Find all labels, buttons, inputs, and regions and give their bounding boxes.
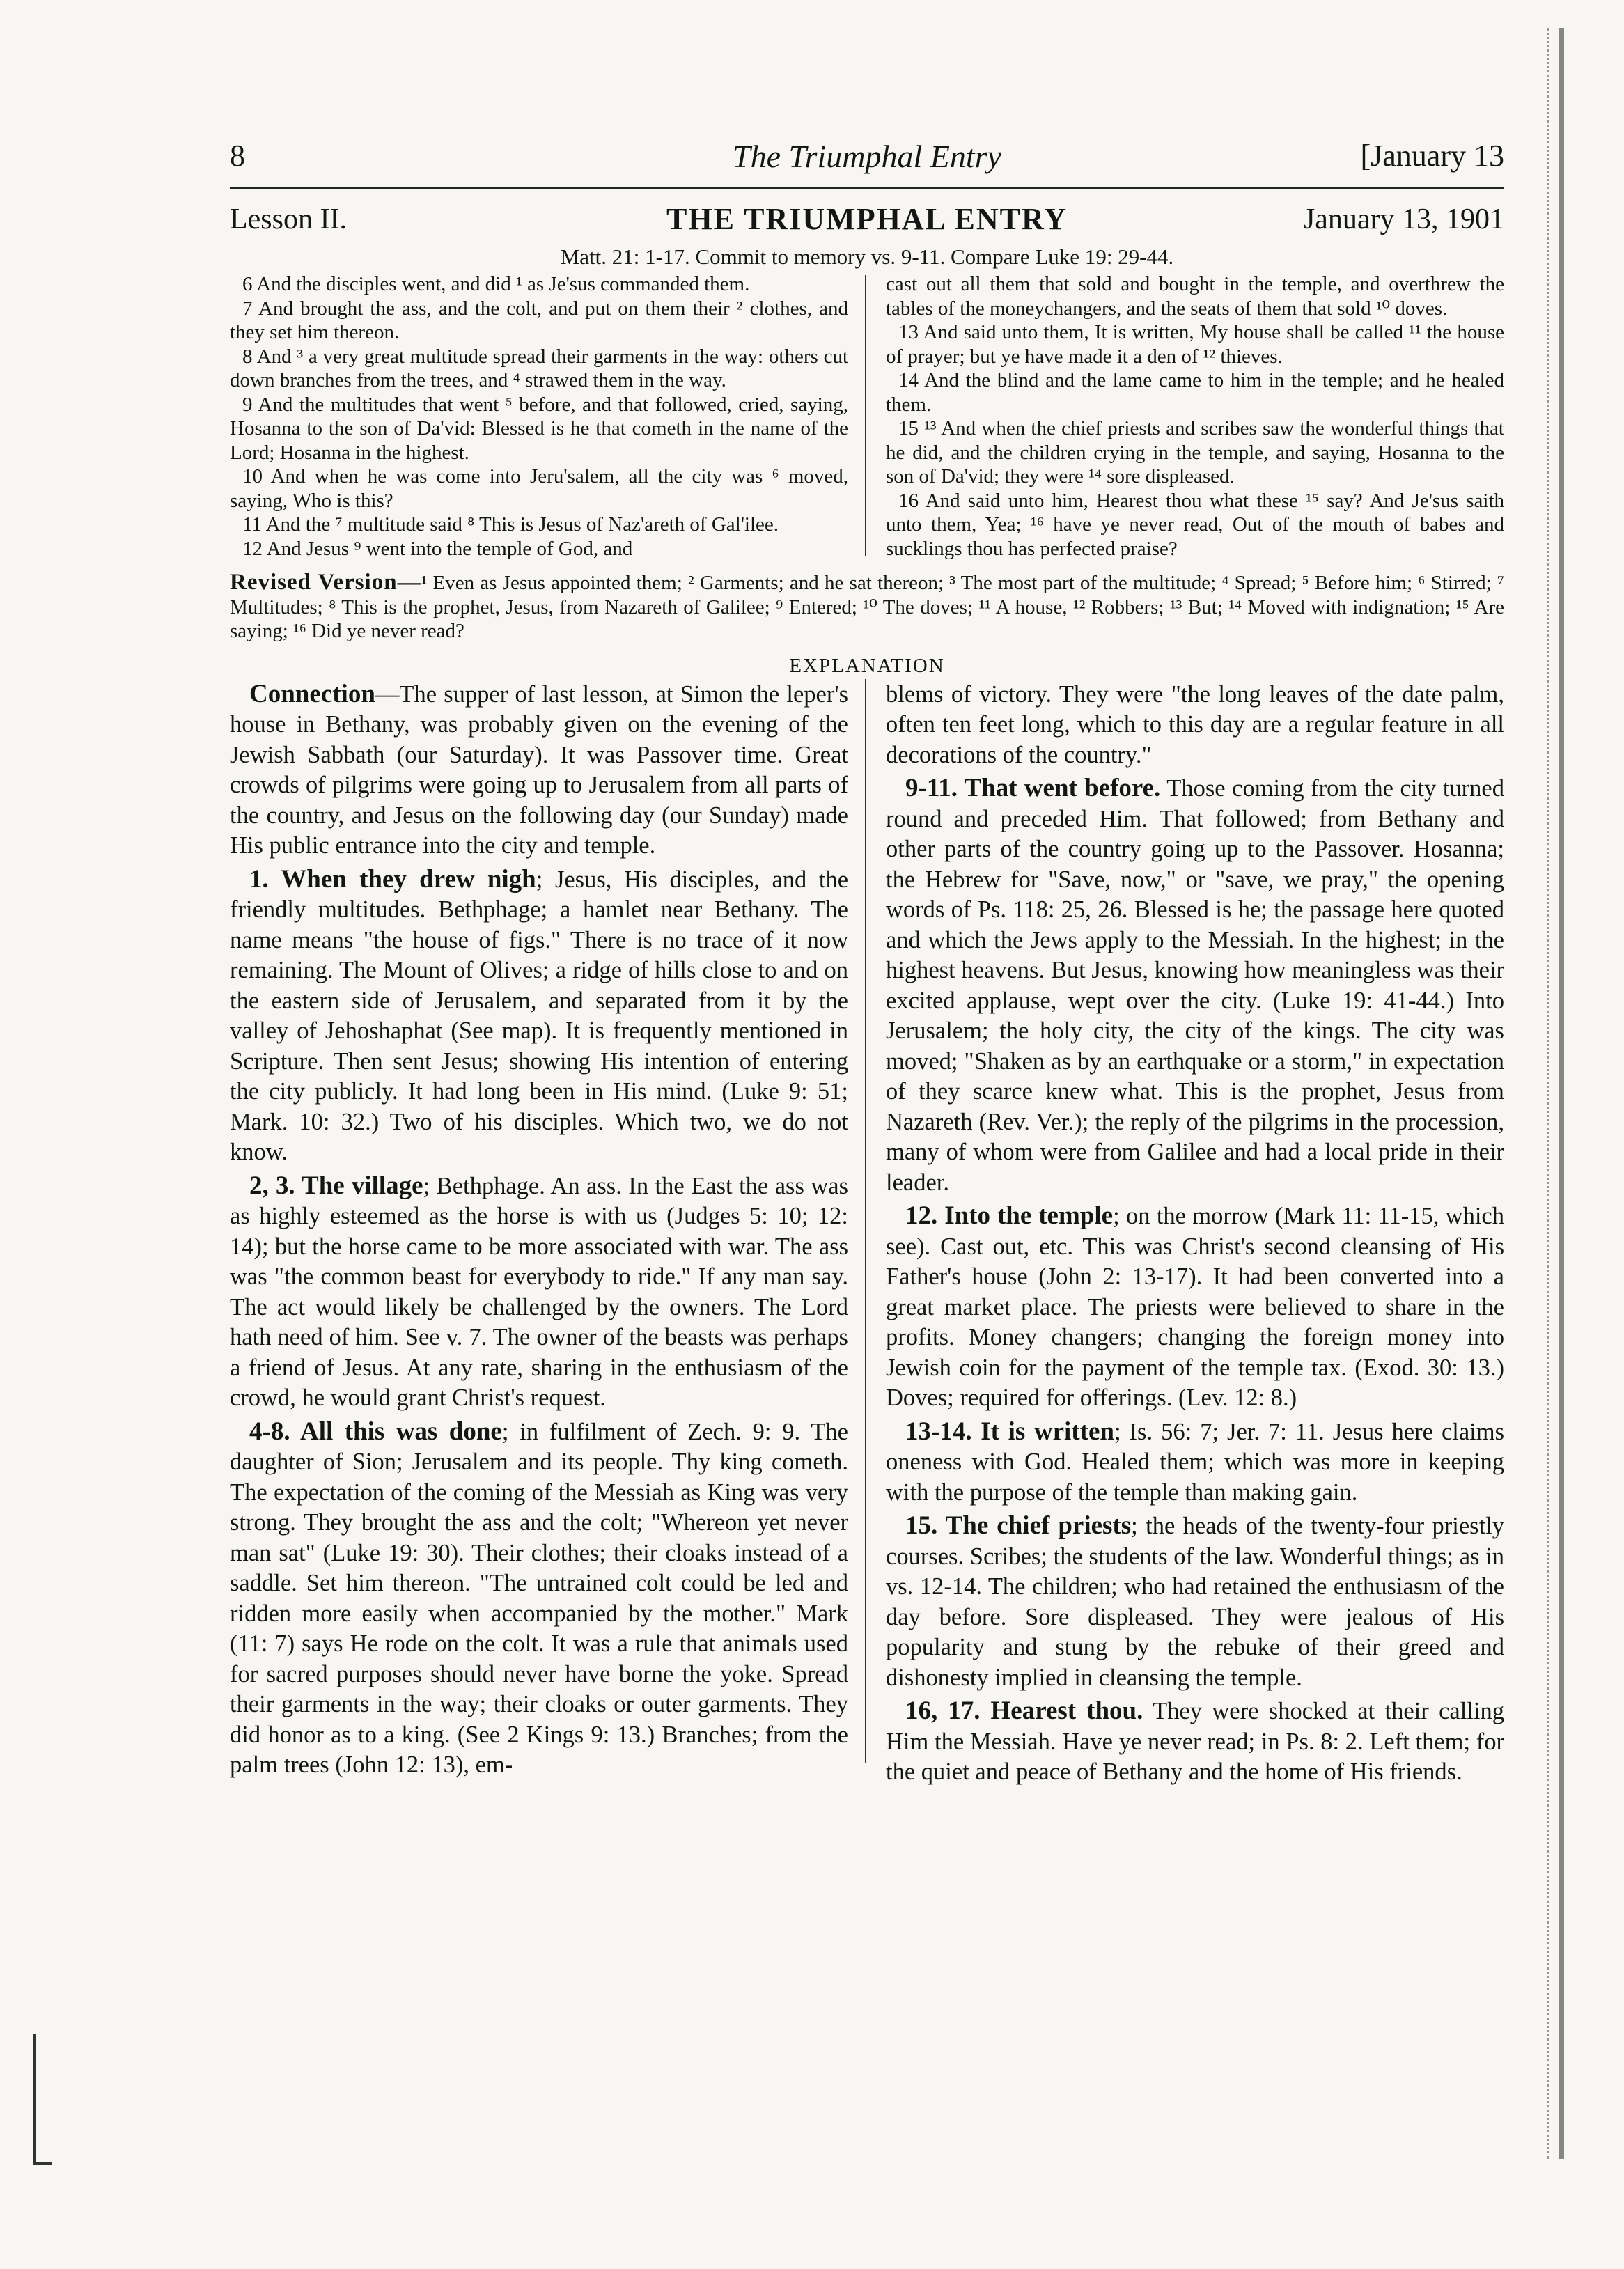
explanation-paragraph — [886, 1696, 1504, 1788]
crop-mark — [33, 2034, 36, 2162]
verse: 12 And Jesus ⁹ went into the temple of God, and — [242, 537, 633, 560]
explanation-paragraph — [886, 1201, 1504, 1414]
verse: 6 And the disciples went, and did ¹ as Je'sus commanded them. — [242, 273, 750, 295]
paragraph-head: Connection — [249, 679, 375, 708]
paragraph-head: 15. The chief priests — [905, 1511, 1132, 1540]
paragraph-head: 9-11. That went before. — [905, 774, 1161, 802]
explanation-paragraph — [230, 679, 848, 861]
running-date: [January 13 — [1360, 139, 1504, 173]
explanation-paragraph — [886, 1511, 1504, 1693]
paragraph-head: 4-8. All this was done — [249, 1417, 502, 1446]
verse: 14 And the blind and the lame came to him in the temple; and he healed them. — [886, 369, 1504, 416]
page-number: 8 — [230, 139, 245, 173]
lesson-number: Lesson II. — [230, 203, 347, 235]
page — [230, 132, 1504, 1791]
paragraph-text: ; Jesus, His disciples, and the friendly multitudes. Bethphage; a hamlet near Bethany. The name means "the house of figs." There is no trace of it now remaining. The Mount of Olives; a ridge of hills close to and on the eastern side of Jerusalem, and separated from it by the valley of Jehoshaphat (See map). It is frequently mentioned in Scripture. Then sent Jesus; showing His intention of entering the city publicly. It had long been in His mind. (Luke 9: 51; Mark. 10: 32.) Two of his disciples. Which two, we do not know. — [230, 866, 849, 1165]
revised-version-text: ¹ Even as Jesus appointed them; ² Garments; and he sat thereon; ³ The most part of the multitude; ⁴ Spread; ⁵ Before him; ⁶ Stirred; ⁷ Multitudes; ⁸ This is the prophet, Jesus, from Nazareth of Galilee; ⁹ Entered; ¹⁰ The doves; ¹¹ A house, ¹² Robbers; ¹³ But; ¹⁴ Moved with indignation; ¹⁵ Are saying; ¹⁶ Did ye never read? — [230, 572, 1504, 642]
scripture-right-column — [886, 272, 1504, 561]
scripture-left-column — [230, 272, 848, 561]
verse: 9 And the multitudes that went ⁵ before, and that followed, cried, saying, Hosanna to the son of Da'vid: Blessed is he that cometh in the name of the Lord; Hosanna in the highest. — [230, 393, 848, 464]
verse: 8 And ³ a very great multitude spread their garments in the way: others cut down branches from the trees, and ⁴ strawed them in the way. — [230, 345, 848, 391]
lesson-header — [230, 197, 1504, 243]
scripture-text — [230, 272, 1504, 561]
paragraph-text: They were shocked at their calling Him the Messiah. Have ye never read; in Ps. 8: 2. Left them; for the quiet and peace of Bethany and the home of His friends. — [886, 1698, 1504, 1785]
explanation-paragraph — [230, 1171, 848, 1414]
paragraph-text: ; Is. 56: 7; Jer. 7: 11. Jesus here claims oneness with God. Healed them; which was more in keeping with the purpose of the temple than making gain. — [886, 1418, 1504, 1506]
binding-dots — [1547, 28, 1552, 2159]
verse: 10 And when he was come into Jeru'salem, all the city was ⁶ moved, saying, Who is this? — [230, 465, 848, 512]
revised-version-label: Revised Version— — [230, 570, 421, 595]
explanation-right-column — [886, 679, 1504, 1791]
verse: 15 ¹³ And when the chief priests and scribes saw the wonderful things that he did, and the children crying in the temple, and saying, Hosanna to the son of Da'vid; they were ¹⁴ sore displeased. — [886, 417, 1504, 488]
paragraph-text: ; Bethphage. An ass. In the East the ass was as highly esteemed as the horse is with us (Judges 5: 10; 12: 14); but the horse came to be more associated with war. The ass was "the common beast for everybody to ride." If any man say. The act would likely be challenged by the owners. The Lord hath need of him. See v. 7. The owner of the beasts was perhaps a friend of Jesus. At any rate, sharing in the enthusiasm of the crowd, he would grant Christ's request. — [230, 1172, 849, 1411]
running-title: The Triumphal Entry — [733, 139, 1001, 174]
explanation-paragraph — [230, 864, 848, 1168]
page-edge-shadow — [1559, 28, 1564, 2159]
lesson-date: January 13, 1901 — [1303, 203, 1504, 235]
paragraph-text: blems of victory. They were "the long leaves of the date palm, often ten feet long, which to this day are a regular feature in all decorations of the country." — [886, 680, 1504, 768]
verse: 7 And brought the ass, and the colt, and put on them their ² clothes, and they set him thereon. — [230, 297, 848, 343]
paragraph-text: ; the heads of the twenty-four priestly courses. Scribes; the students of the law. Wonderful things; as in vs. 12-14. The children; who had retained the enthusiasm of the day before. Sore displeased. They were jealous of His popularity and stung by the rebuke of their greed and dishonesty implied in cleansing the temple. — [886, 1513, 1504, 1691]
column-divider — [865, 679, 866, 1763]
paragraph-head: 2, 3. The village — [249, 1171, 423, 1200]
paragraph-text: ; on the morrow (Mark 11: 11-15, which see). Cast out, etc. This was Christ's second cleansing of His Father's house (John 2: 13-17). It had been converted into a great market place. The priests were believed to share in the profits. Money changers; changing the foreign money into Jewish coin for the payment of the temple tax. (Exod. 30: 13.) Doves; required for offerings. (Lev. 12: 8.) — [886, 1203, 1504, 1411]
lesson-title: THE TRIUMPHAL ENTRY — [666, 202, 1068, 236]
explanation-heading: EXPLANATION — [789, 654, 945, 677]
explanation-paragraph — [230, 1417, 848, 1781]
paragraph-head: 13-14. It is written — [905, 1417, 1114, 1446]
explanation-paragraph — [886, 1417, 1504, 1508]
column-divider — [865, 275, 866, 556]
paragraph-head: 1. When they drew nigh — [249, 864, 536, 894]
explanation-left-column — [230, 679, 848, 1791]
explanation-paragraph — [886, 773, 1504, 1198]
scripture-reference: Matt. 21: 1-17. Commit to memory vs. 9-11. Compare Luke 19: 29-44. — [560, 244, 1174, 269]
explanation-body — [230, 679, 1504, 1791]
crop-mark-foot — [33, 2162, 52, 2165]
running-head — [230, 132, 1504, 189]
paragraph-head: 16, 17. Hearest thou. — [905, 1697, 1143, 1725]
paragraph-text: Those coming from the city turned round and preceded Him. That followed; from Bethany and other parts of the country going up to the Passover. Hosanna; the Hebrew for "Save, now," or "save, we pray," the opening words of Ps. 118: 25, 26. Blessed is he; the passage here quoted and which the Jews apply to the Messiah. In the highest; in the highest heavens. But Jesus, knowing how meaningless was their excited applause, wept over the city. (Luke 19: 41-44.) Into Jerusalem; the holy city, the city of the kings. The city was moved; "Shaken as by an earthquake or a storm," in expectation of they scarce knew what. This is the prophet, Jesus from Nazareth (Rev. Ver.); the reply of the pilgrims in the procession, many of whom were from Galilee and had a local pride in their leader. — [886, 775, 1504, 1196]
paragraph-head: 12. Into the temple — [905, 1201, 1114, 1230]
verse: 16 And said unto him, Hearest thou what these ¹⁵ say? And Je'sus saith unto them, Yea; ¹⁶ have ye never read, Out of the mouth of babes and sucklings thou has perfected praise? — [886, 489, 1504, 560]
verse: cast out all them that sold and bought in the temple, and overthrew the tables of the moneychangers, and the seats of them that sold ¹⁰ doves. — [886, 273, 1504, 320]
paragraph-text: ; in fulfilment of Zech. 9: 9. The daughter of Sion; Jerusalem and its people. Thy king cometh. The expectation of the coming of the Messiah as King was very strong. They brought the ass and the colt; "Whereon yet never man sat" (Luke 19: 30). Their clothes; their cloaks instead of a saddle. Set him thereon. "The untrained colt could be led and ridden more easily when accompanied by the mother." Mark (11: 7) says He rode on the colt. It was a rule that animals used for sacred purposes should never have borne the yoke. Spread their garments in the way; their cloaks or outer garments. They did honor as to a king. (See 2 Kings 9: 13.) Branches; from the palm trees (John 12: 13), em- — [230, 1418, 848, 1778]
revised-version-notes — [230, 570, 1504, 644]
verse: 13 And said unto them, It is written, My house shall be called ¹¹ the house of prayer; but ye have made it a den of ¹² thieves. — [886, 321, 1504, 368]
explanation-paragraph — [886, 679, 1504, 771]
verse: 11 And the ⁷ multitude said ⁸ This is Jesus of Naz'areth of Gal'ilee. — [242, 513, 779, 536]
paragraph-text: —The supper of last lesson, at Simon the leper's house in Bethany, was probably given on the evening of the Jewish Sabbath (our Saturday). It was Passover time. Great crowds of pilgrims were going up to Jerusalem from all parts of the country, and Jesus on the following day (our Sunday) made His public entrance into the city and temple. — [230, 680, 848, 859]
